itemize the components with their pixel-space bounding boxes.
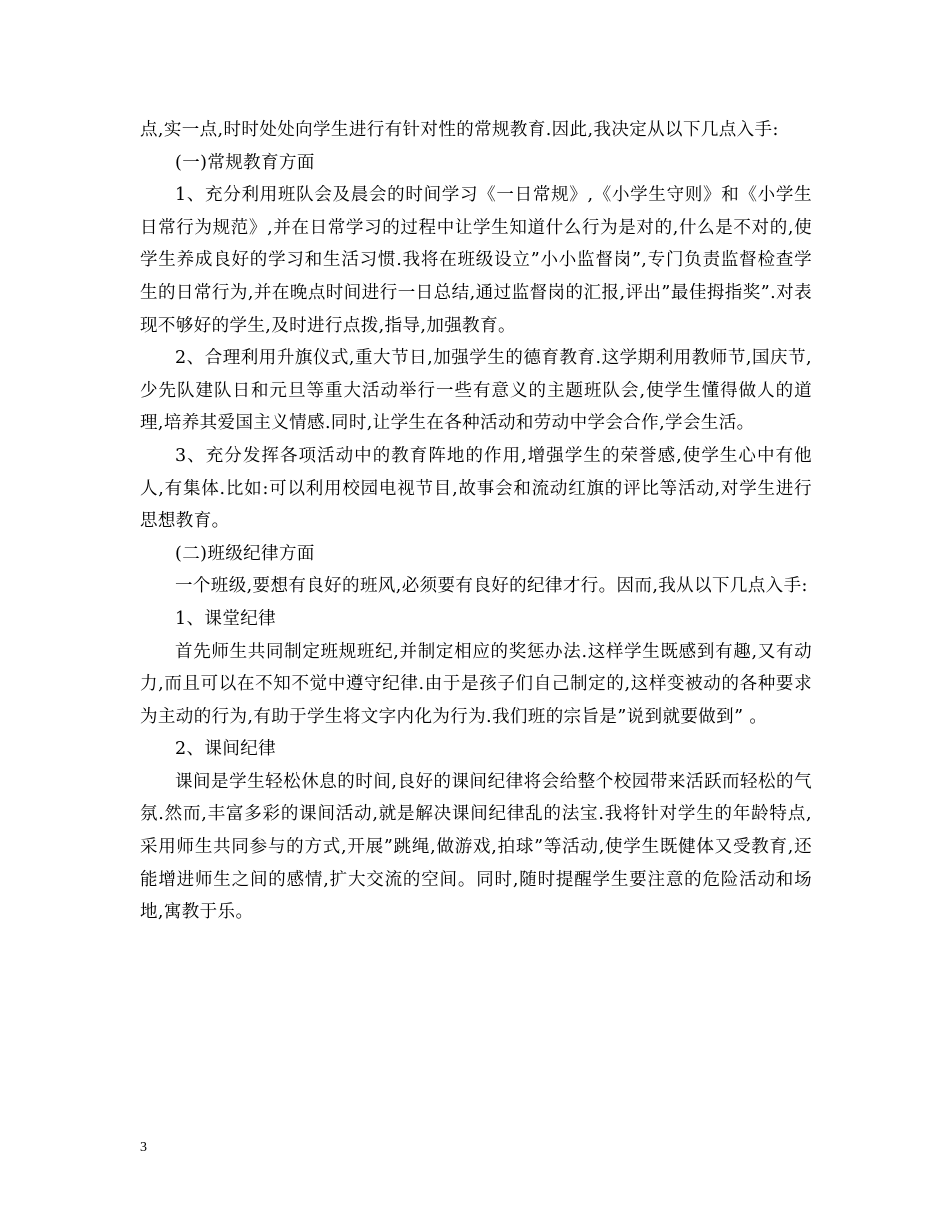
- subheading-classroom-discipline: 1、课堂纪律: [175, 608, 277, 629]
- paragraph-discipline-intro: 一个班级,要想有良好的班风,必须要有良好的纪律才行。因而,我从以下几点入手:: [175, 576, 808, 597]
- paragraph-routine-item-1: 1、充分利用班队会及晨会的时间学习《一日常规》,《小学生守则》和《小学生日常行为规范》,并在日常学习的过程中让学生知道什么行为是对的,什么是不对的,使学生养成良好的学习和生活习惯.我将在班级设立”小小监督岗”,专门负责监督检查学生的日常行为,并在晚点时间进行一日总结,通过监督岗的汇报,评出”最佳拇指奖”.对表现不够好的学生,及时进行点拨,指导,加强教育。: [140, 185, 812, 336]
- section-heading-routine-education: (一)常规教育方面: [175, 152, 315, 173]
- paragraph-continuation: 点,实一点,时时处处向学生进行有针对性的常规教育.因此,我决定从以下几点入手:: [140, 120, 779, 140]
- section-heading-class-discipline: (二)班级纪律方面: [175, 543, 315, 564]
- page-number: 3: [140, 1140, 147, 1155]
- paragraph-classroom-discipline: 首先师生共同制定班规班纪,并制定相应的奖惩办法.这样学生既感到有趣,又有动力,而且可以在不知不觉中遵守纪律.由于是孩子们自己制定的,这样变被动的各种要求为主动的行为,有助于学生将文字内化为行为.我们班的宗旨是”说到就要做到” 。: [140, 641, 812, 727]
- document-body: [140, 114, 812, 929]
- subheading-break-discipline: 2、课间纪律: [175, 739, 277, 760]
- paragraph-routine-item-3: 3、充分发挥各项活动中的教育阵地的作用,增强学生的荣誉感,使学生心中有他人,有集体.比如:可以利用校园电视节目,故事会和流动红旗的评比等活动,对学生进行思想教育。: [140, 445, 812, 532]
- paragraph-routine-item-2: 2、合理利用升旗仪式,重大节日,加强学生的德育教育.这学期利用教师节,国庆节,少先队建队日和元旦等重大活动举行一些有意义的主题班队会,使学生懂得做人的道理,培养其爱国主义情感.同时,让学生在各种活动和劳动中学会合作,学会生活。: [140, 348, 812, 434]
- paragraph-break-discipline: 课间是学生轻松休息的时间,良好的课间纪律将会给整个校园带来活跃而轻松的气氛.然而,丰富多彩的课间活动,就是解决课间纪律乱的法宝.我将针对学生的年龄特点,采用师生共同参与的方式,开展”跳绳,做游戏,拍球”等活动,使学生既健体又受教育,还能增进师生之间的感情,扩大交流的空间。同时,随时提醒学生要注意的危险活动和场地,寓教于乐。: [140, 771, 812, 923]
